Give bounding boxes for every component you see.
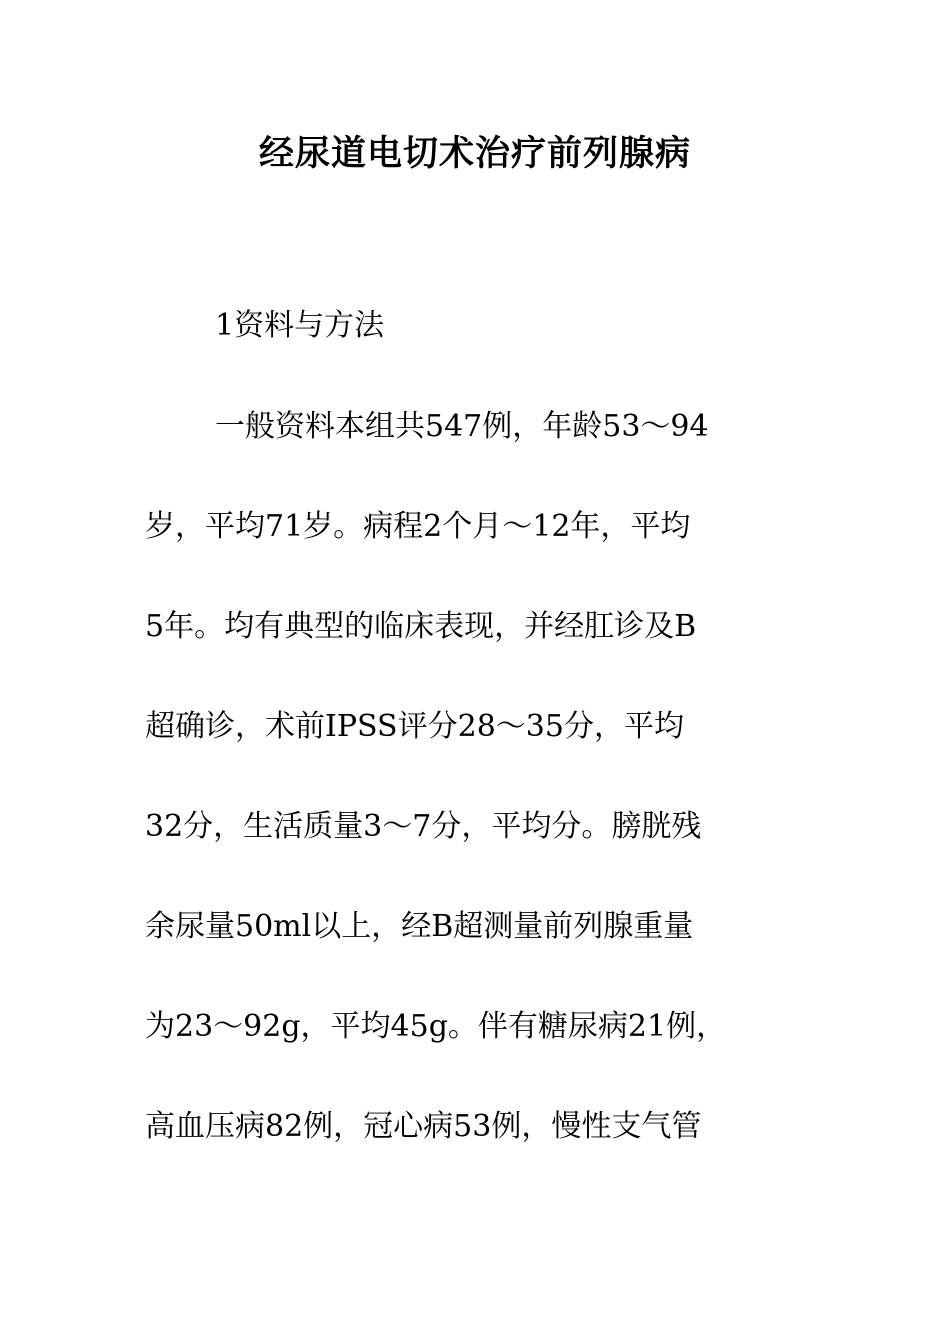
paragraph-line: 高血压病82例，冠心病53例，慢性支气管: [145, 1109, 702, 1144]
paragraph-line: 余尿量50ml以上，经B超测量前列腺重量: [145, 909, 694, 944]
paragraph-line: 岁，平均71岁。病程2个月～12年，平均: [145, 509, 691, 544]
paragraph-line: 超确诊，术前IPSS评分28～35分，平均: [145, 709, 684, 744]
paragraph-line: 一般资料本组共547例，年龄53～94: [215, 409, 709, 444]
paragraph-line: 32分，生活质量3～7分，平均分。膀胱残: [145, 809, 702, 844]
page-title: 经尿道电切术治疗前列腺病: [258, 134, 691, 174]
section-heading: 1资料与方法: [215, 308, 385, 343]
paragraph-line: 为23～92g，平均45g。伴有糖尿病21例，: [145, 1009, 727, 1044]
paragraph-line: 5年。均有典型的临床表现，并经肛诊及B: [145, 609, 697, 644]
